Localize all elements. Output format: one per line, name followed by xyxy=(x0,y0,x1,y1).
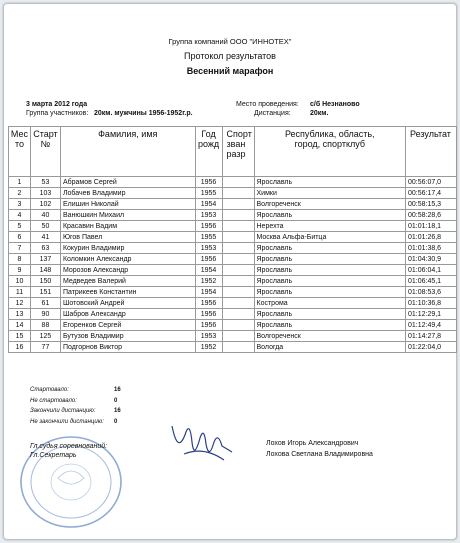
cell-name: Коломкин Александр xyxy=(60,254,195,265)
chief-secretary-name: Лохова Светлана Владимировна xyxy=(266,451,373,458)
cell-rank xyxy=(222,177,254,188)
cell-result: 00:58:15,3 xyxy=(405,199,456,210)
cell-place: 10 xyxy=(9,276,31,287)
cell-result: 00:56:17,4 xyxy=(405,188,456,199)
col-header-club: Республика, область, город, спортклуб xyxy=(254,127,405,177)
cell-rank xyxy=(222,232,254,243)
cell-result: 01:12:29,1 xyxy=(405,309,456,320)
cell-bib: 40 xyxy=(30,210,60,221)
cell-bib: 88 xyxy=(30,320,60,331)
cell-place: 12 xyxy=(9,298,31,309)
start-statistics xyxy=(30,385,121,427)
cell-place: 5 xyxy=(9,221,31,232)
cell-rank xyxy=(222,243,254,254)
table-row xyxy=(9,232,457,243)
cell-bib: 150 xyxy=(30,276,60,287)
cell-bib: 103 xyxy=(30,188,60,199)
cell-year: 1953 xyxy=(195,331,222,342)
cell-year: 1953 xyxy=(195,210,222,221)
cell-bib: 77 xyxy=(30,342,60,353)
cell-rank xyxy=(222,199,254,210)
event-title: Весенний марафон xyxy=(186,66,274,76)
cell-name: Югов Павел xyxy=(60,232,195,243)
cell-result: 01:01:38,6 xyxy=(405,243,456,254)
cell-place: 9 xyxy=(9,265,31,276)
table-row xyxy=(9,243,457,254)
cell-club: Ярославль xyxy=(254,254,405,265)
distance-value: 20км. xyxy=(310,110,329,117)
cell-result: 01:01:26,8 xyxy=(405,232,456,243)
cell-name: Подгорнов Виктор xyxy=(60,342,195,353)
cell-club: Ярославль xyxy=(254,309,405,320)
cell-club: Химки xyxy=(254,188,405,199)
chief-judge-label: Гл.судья соревнований: xyxy=(30,443,108,450)
cell-place: 2 xyxy=(9,188,31,199)
cell-rank xyxy=(222,320,254,331)
group-value: 20км. мужчины 1956-1952г.р. xyxy=(94,110,193,117)
cell-bib: 90 xyxy=(30,309,60,320)
cell-rank xyxy=(222,254,254,265)
place-label: Место проведения: xyxy=(236,101,299,108)
cell-bib: 148 xyxy=(30,265,60,276)
table-row xyxy=(9,177,457,188)
place-value: с/б Незнаново xyxy=(310,101,360,108)
cell-year: 1956 xyxy=(195,320,222,331)
cell-bib: 137 xyxy=(30,254,60,265)
cell-name: Кокурин Владимир xyxy=(60,243,195,254)
cell-result: 00:56:07,0 xyxy=(405,177,456,188)
cell-bib: 50 xyxy=(30,221,60,232)
cell-year: 1952 xyxy=(195,276,222,287)
cell-year: 1956 xyxy=(195,254,222,265)
cell-name: Егоренков Сергей xyxy=(60,320,195,331)
cell-name: Абрамов Сергей xyxy=(60,177,195,188)
distance-label: Дистанция: xyxy=(254,110,291,117)
signature-icon xyxy=(164,414,234,474)
col-header-bib: Старт № xyxy=(30,127,60,177)
cell-year: 1954 xyxy=(195,287,222,298)
cell-year: 1954 xyxy=(195,199,222,210)
cell-bib: 53 xyxy=(30,177,60,188)
cell-place: 3 xyxy=(9,199,31,210)
cell-result: 01:10:36,8 xyxy=(405,298,456,309)
col-header-year: Год рожд xyxy=(195,127,222,177)
table-row xyxy=(9,342,457,353)
table-row xyxy=(9,254,457,265)
cell-place: 13 xyxy=(9,309,31,320)
cell-rank xyxy=(222,331,254,342)
cell-name: Бутузов Владимир xyxy=(60,331,195,342)
cell-name: Патрикеев Константин xyxy=(60,287,195,298)
cell-rank xyxy=(222,287,254,298)
table-row xyxy=(9,276,457,287)
cell-club: Вологда xyxy=(254,342,405,353)
cell-year: 1956 xyxy=(195,298,222,309)
cell-club: Ярославль xyxy=(254,177,405,188)
cell-club: Волгореченск xyxy=(254,331,405,342)
cell-club: Нерехта xyxy=(254,221,405,232)
event-date: 3 марта 2012 года xyxy=(26,101,88,108)
cell-result: 01:06:45,1 xyxy=(405,276,456,287)
cell-rank xyxy=(222,210,254,221)
cell-place: 8 xyxy=(9,254,31,265)
col-header-rank: Спорт зван разр xyxy=(222,127,254,177)
chief-secretary-label: Гл.Секретарь xyxy=(30,452,77,459)
cell-name: Морозов Александр xyxy=(60,265,195,276)
cell-club: Ярославль xyxy=(254,320,405,331)
cell-name: Медведев Валерий xyxy=(60,276,195,287)
table-row xyxy=(9,188,457,199)
cell-rank xyxy=(222,342,254,353)
stat-not-finished: Не закончили дистанцию: 0 xyxy=(30,418,118,425)
organization-name: Группа компаний ООО "ИННОТЕХ" xyxy=(168,37,292,46)
cell-bib: 125 xyxy=(30,331,60,342)
cell-rank xyxy=(222,298,254,309)
cell-club: Ярославль xyxy=(254,276,405,287)
cell-club: Ярославль xyxy=(254,243,405,254)
cell-result: 01:14:27,8 xyxy=(405,331,456,342)
stat-started: Стартовало: 16 xyxy=(30,387,121,393)
table-row xyxy=(9,221,457,232)
cell-name: Елишин Николай xyxy=(60,199,195,210)
cell-year: 1956 xyxy=(195,309,222,320)
cell-place: 11 xyxy=(9,287,31,298)
cell-bib: 102 xyxy=(30,199,60,210)
group-label: Группа участников: xyxy=(26,110,89,117)
cell-place: 1 xyxy=(9,177,31,188)
table-row xyxy=(9,298,457,309)
cell-bib: 61 xyxy=(30,298,60,309)
cell-club: Ярославль xyxy=(254,265,405,276)
cell-year: 1953 xyxy=(195,243,222,254)
cell-rank xyxy=(222,276,254,287)
cell-place: 15 xyxy=(9,331,31,342)
cell-result: 01:12:49,4 xyxy=(405,320,456,331)
cell-place: 16 xyxy=(9,342,31,353)
cell-place: 6 xyxy=(9,232,31,243)
table-row xyxy=(9,210,457,221)
cell-rank xyxy=(222,309,254,320)
cell-rank xyxy=(222,221,254,232)
cell-name: Шотовский Андрей xyxy=(60,298,195,309)
cell-result: 01:04:30,9 xyxy=(405,254,456,265)
cell-place: 7 xyxy=(9,243,31,254)
cell-result: 01:08:53,6 xyxy=(405,287,456,298)
cell-club: Ярославль xyxy=(254,287,405,298)
protocol-page xyxy=(3,3,457,540)
table-row xyxy=(9,320,457,331)
cell-result: 01:22:04,0 xyxy=(405,342,456,353)
cell-result: 01:01:18,1 xyxy=(405,221,456,232)
cell-name: Красавин Вадим xyxy=(60,221,195,232)
cell-bib: 151 xyxy=(30,287,60,298)
table-row xyxy=(9,309,457,320)
cell-place: 14 xyxy=(9,320,31,331)
cell-club: Кострома xyxy=(254,298,405,309)
table-row xyxy=(9,287,457,298)
stat-not-started: Не стартовало: 0 xyxy=(30,397,118,404)
cell-year: 1956 xyxy=(195,177,222,188)
stat-finished: Закончили дистанцию: 16 xyxy=(30,408,121,414)
document-title: Протокол результатов xyxy=(184,51,276,61)
cell-rank xyxy=(222,188,254,199)
table-row xyxy=(9,199,457,210)
cell-year: 1954 xyxy=(195,265,222,276)
col-header-name: Фамилия, имя xyxy=(60,127,195,177)
cell-name: Шабров Александр xyxy=(60,309,195,320)
cell-club: Ярославль xyxy=(254,210,405,221)
cell-year: 1955 xyxy=(195,188,222,199)
cell-club: Москва Альфа-Битца xyxy=(254,232,405,243)
col-header-result: Результат xyxy=(405,127,456,177)
cell-name: Ванюшкин Михаил xyxy=(60,210,195,221)
table-row xyxy=(9,331,457,342)
table-header-row xyxy=(9,127,457,177)
col-header-place: Мес то xyxy=(9,127,31,177)
cell-bib: 63 xyxy=(30,243,60,254)
cell-club: Волгореченск xyxy=(254,199,405,210)
cell-year: 1955 xyxy=(195,232,222,243)
results-table xyxy=(8,126,457,353)
cell-result: 01:06:04,1 xyxy=(405,265,456,276)
cell-bib: 41 xyxy=(30,232,60,243)
cell-rank xyxy=(222,265,254,276)
cell-year: 1952 xyxy=(195,342,222,353)
cell-name: Лобачев Владимир xyxy=(60,188,195,199)
cell-result: 00:58:28,6 xyxy=(405,210,456,221)
cell-place: 4 xyxy=(9,210,31,221)
chief-judge-name: Лохов Игорь Александрович xyxy=(266,440,359,447)
cell-year: 1956 xyxy=(195,221,222,232)
table-row xyxy=(9,265,457,276)
